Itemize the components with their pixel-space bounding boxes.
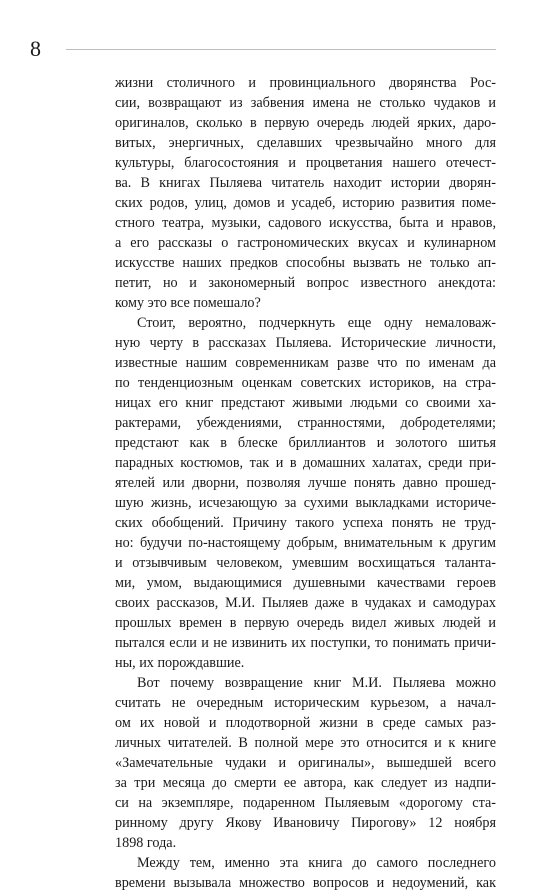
text-line: предстают как в блеске бриллиантов и золотого шитья: [115, 435, 496, 451]
text-line: Между тем, именно эта книга до самого последнего: [137, 855, 496, 871]
paragraph: [115, 313, 496, 673]
text-line: «Замечательные чудаки и оригиналы», вышедшей всего: [115, 755, 496, 771]
text-line: жизни столичного и провинциального дворянства Рос-: [115, 75, 496, 91]
text-line: рактерами, убеждениями, странностями, добродетелями;: [115, 415, 496, 431]
text-line: сии, возвращают из забвения имена не столько чудаков и: [115, 95, 496, 111]
body-text: [115, 73, 496, 893]
text-line: ских родов, улиц, домов и усадеб, историю развития поме-: [115, 195, 496, 211]
text-line: искусстве наших предков способны вызвать не только ап-: [115, 255, 496, 271]
text-line: и отзывчивым человеком, умевшим восхищаться таланта-: [115, 555, 496, 571]
paragraph: [115, 853, 496, 893]
text-line: но: будучи по-настоящему добрым, внимательным к другим: [115, 535, 496, 551]
text-line: Стоит, вероятно, подчеркнуть еще одну немаловаж-: [137, 315, 496, 331]
text-line: культуры, благосостояния и процветания нашего отечест-: [115, 155, 496, 171]
text-line: ских обобщений. Причину такого успеха понять не труд-: [115, 515, 496, 531]
text-line: ны, их порождавшие.: [115, 655, 245, 671]
text-line: прошлых времен в первую очередь видел живых людей и: [115, 615, 496, 631]
text-line: 1898 года.: [115, 835, 177, 851]
text-line: пытался если и не извинить их поступки, то понимать причи-: [115, 635, 496, 651]
text-line: стного театра, музыки, садового искусства, быта и нравов,: [115, 215, 496, 231]
text-line: ятелей или дворни, позволяя лучше понять давно прошед-: [115, 475, 496, 491]
text-line: своих рассказов, М.И. Пыляев даже в чудаках и самодурах: [115, 595, 496, 611]
text-line: кому это все помешало?: [115, 295, 261, 311]
header-rule: [66, 49, 496, 50]
page-number: 8: [30, 36, 41, 61]
text-line: Вот почему возвращение книг М.И. Пыляева можно: [137, 675, 496, 691]
text-line: парадных костюмов, так и в домашних халатах, среди при-: [115, 455, 496, 471]
text-line: си на экземпляре, подаренном Пыляевым «дорогому ста-: [115, 795, 496, 811]
text-line: ми, умом, выдающимися душевными качествами героев: [115, 575, 496, 591]
text-line: по тенденциозным оценкам советских историков, на стра-: [115, 375, 496, 391]
text-line: витых, энергичных, сделавших чрезвычайно много для: [115, 135, 496, 151]
text-line: оригиналов, сколько в первую очередь людей ярких, даро-: [115, 115, 496, 131]
text-line: ную черту в рассказах Пыляева. Исторические личности,: [115, 335, 496, 351]
paragraph: [115, 673, 496, 853]
text-line: личных читателей. В полной мере это относится и к книге: [115, 735, 496, 751]
text-line: ва. В книгах Пыляева читатель находит истории дворян-: [115, 175, 496, 191]
text-line: ом их новой и плодотворной жизни в среде самых раз-: [115, 715, 496, 731]
text-line: ринному другу Якову Ивановичу Пирогову» 12 ноября: [115, 815, 496, 831]
paragraph: [115, 73, 496, 313]
text-line: времени вызывала множество вопросов и недоумений, как: [115, 875, 496, 891]
text-line: считать не очередным историческим курьезом, а начал-: [115, 695, 496, 711]
text-line: петит, но и закономерный вопрос известного анекдота:: [115, 275, 496, 291]
text-line: ницах его книг предстают живыми людьми со своими ха-: [115, 395, 496, 411]
text-line: а его рассказы о гастрономических вкусах и кулинарном: [115, 235, 496, 251]
text-line: шую жизнь, исчезающую за сухими выкладками историче-: [115, 495, 496, 511]
text-line: известные нашим современникам разве что по именам да: [115, 355, 496, 371]
text-line: за три месяца до смерти ее автора, как следует из надпи-: [115, 775, 496, 791]
